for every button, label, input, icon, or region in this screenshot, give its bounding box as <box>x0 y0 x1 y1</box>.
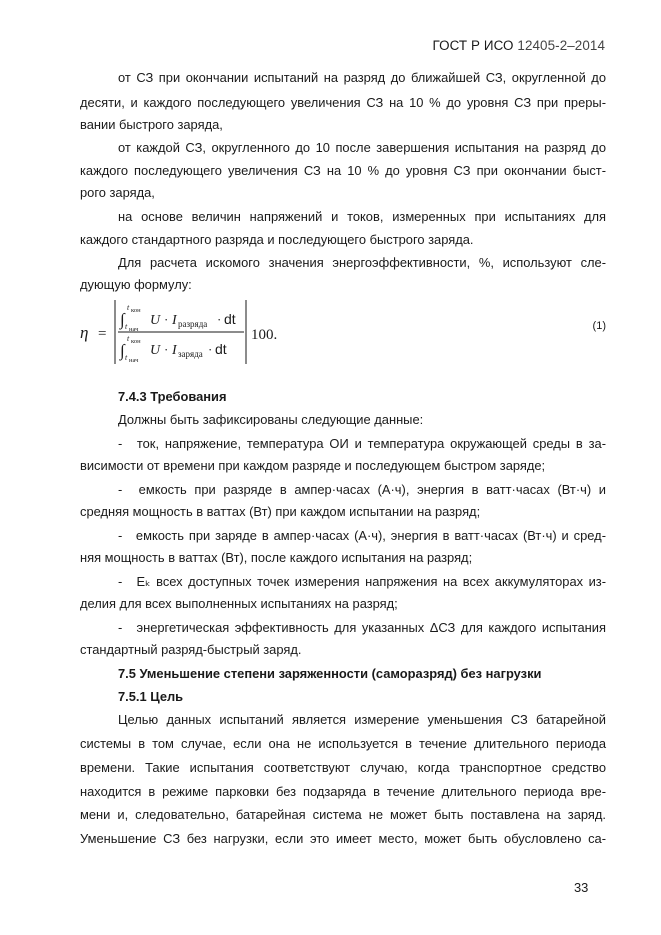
paragraph-line: на основе величин напряжений и токов, измеренных при испытаниях для <box>118 209 606 224</box>
dot-operator: · <box>208 342 213 357</box>
paragraph-line: дующую формулу: <box>80 277 192 292</box>
integral-sign-numerator: ∫ <box>120 310 125 329</box>
discharge-subscript: разряда <box>178 319 208 329</box>
paragraph-line: Целью данных испытаний является измерение уменьшения СЗ батарейной <box>118 712 606 727</box>
list-item <box>118 618 606 638</box>
current-i: I <box>172 343 177 358</box>
paragraph-line: от каждой СЗ, округленного до 10 после завершения испытания на разряд до <box>118 140 606 155</box>
list-item-text: ток, напряжение, температура ОИ и температура окружающей среды в за- <box>136 436 606 451</box>
voltage-u: U <box>150 343 161 358</box>
subsection-heading: 7.5.1 Цель <box>118 689 184 704</box>
paragraph-line: Должны быть зафиксированы следующие данные: <box>118 412 424 427</box>
upper-limit-sub: кон <box>131 338 141 345</box>
lower-limit-sub: нач <box>129 357 139 364</box>
list-item-text: емкость при заряде в ампер·часах (А·ч), энергия в ватт·часах (Вт·ч) и сред- <box>135 528 606 543</box>
list-item-text: энергетическая эффективность для указанных ΔСЗ для каждого испытания <box>136 620 606 635</box>
formula-equals: = <box>98 326 107 342</box>
charge-subscript: заряда <box>178 349 203 359</box>
section-heading: 7.5 Уменьшение степени заряженности (саморазряд) без нагрузки <box>118 666 542 681</box>
list-item <box>118 434 606 454</box>
page-number: 33 <box>574 880 589 895</box>
lower-limit-sub: нач <box>129 326 139 333</box>
lower-limit-t: t <box>125 322 128 331</box>
current-i: I <box>172 313 177 328</box>
list-item-text: емкость при разряде в ампер·часах (А·ч), энергия в ватт·часах (Вт·ч) и <box>138 482 606 497</box>
list-item-continuation: няя мощность в ваттах (Вт), после каждого испытания на разряд; <box>80 550 473 565</box>
list-item-continuation: висимости от времени при каждом разряде и последующем быстром заряде; <box>80 458 546 473</box>
upper-limit-t: t <box>127 334 130 343</box>
formula-factor: 100. <box>251 327 278 343</box>
paragraph-line: рого заряда, <box>80 185 155 200</box>
paragraph-line: каждого последующего увеличения СЗ на 10 % до уровня СЗ при окончании быст- <box>80 163 606 178</box>
dot-operator: · <box>164 312 169 327</box>
dot-operator: · <box>164 342 169 357</box>
formula-eta: η <box>80 323 89 342</box>
list-item-continuation: средняя мощность в ваттах (Вт) при каждом испытании на разряд; <box>80 504 481 519</box>
formula-graphic <box>80 298 320 368</box>
paragraph-line: каждого стандартного разряда и последующего быстрого заряда. <box>80 232 474 247</box>
list-bullet: - <box>118 574 123 589</box>
document-header <box>432 38 605 53</box>
paragraph-line: от СЗ при окончании испытаний на разряд до ближайшей СЗ, округленной до <box>118 70 606 85</box>
list-bullet: - <box>118 528 123 543</box>
list-item <box>118 526 606 546</box>
paragraph-line: системы в том случае, если она не используется в течение длительного периода <box>80 736 606 751</box>
integral-sign-denominator: ∫ <box>120 341 125 360</box>
upper-limit-t: t <box>127 303 130 312</box>
paragraph-line: вании быстрого заряда, <box>80 117 223 132</box>
list-bullet: - <box>118 620 123 635</box>
voltage-u: U <box>150 313 161 328</box>
paragraph-line: времени. Такие испытания соответствуют случаю, когда транспортное средство <box>80 760 606 775</box>
header-standard: ГОСТ Р ИСО <box>432 38 514 53</box>
energy-efficiency-formula <box>80 298 606 368</box>
list-item-continuation: делия для всех выполненных испытаниях на разряд; <box>80 596 398 611</box>
formula-number: (1) <box>592 320 606 332</box>
section-heading: 7.4.3 Требования <box>118 389 227 404</box>
upper-limit-sub: кон <box>131 307 141 314</box>
paragraph-line: десяти, и каждого последующего увеличения СЗ на 10 % до уровня СЗ при преры- <box>80 95 606 110</box>
paragraph-line: находится в режиме парковки без подзаряда в течение длительного периода вре- <box>80 784 606 799</box>
lower-limit-t: t <box>125 353 128 362</box>
paragraph-line: Для расчета искомого значения энергоэффективности, %, используют сле- <box>118 255 606 270</box>
paragraph-line: мени и, следовательно, батарейная система не может быть поставлена на заряд. <box>80 807 606 822</box>
header-number: 12405-2–2014 <box>517 38 605 53</box>
list-bullet: - <box>118 482 123 497</box>
list-item-text: Eₖ всех доступных точек измерения напряжения на всех аккумуляторах из- <box>136 574 606 589</box>
list-item-continuation: стандартный разряд-быстрый заряд. <box>80 642 302 657</box>
list-bullet: - <box>118 436 123 451</box>
list-item <box>118 572 606 592</box>
paragraph-line: Уменьшение СЗ без нагрузки, если это имеет место, может быть обусловлено са- <box>80 831 606 846</box>
list-item <box>118 480 606 500</box>
differential-dt: dt <box>215 341 227 357</box>
differential-dt: dt <box>224 311 236 327</box>
dot-operator: · <box>217 312 222 327</box>
